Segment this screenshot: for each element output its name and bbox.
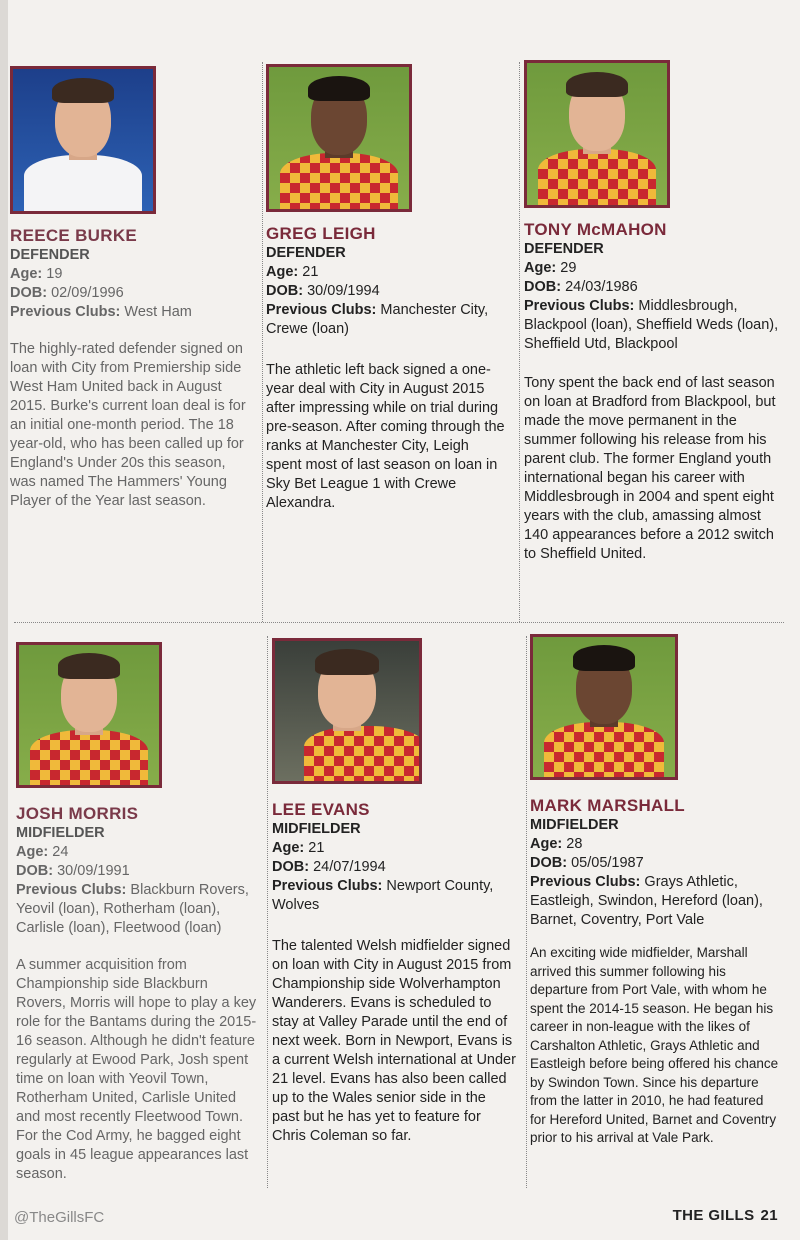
player-card xyxy=(266,64,508,513)
player-card xyxy=(272,638,516,1146)
player-dob: DOB: 24/03/1986 xyxy=(524,279,638,295)
player-name: JOSH MORRIS xyxy=(16,804,139,823)
footer-magazine xyxy=(673,1207,778,1224)
player-age: Age: 29 xyxy=(524,260,577,276)
player-previous-clubs: Previous Clubs: West Ham xyxy=(10,304,192,320)
player-age: Age: 21 xyxy=(272,840,325,856)
player-photo xyxy=(524,60,670,208)
row-divider xyxy=(14,622,784,623)
player-bio: The athletic left back signed a one-year deal with City in August 2015 after impressing while on trial during pre-season. After coming through the ranks at Manchester City, Leigh spent most of last season on loan in Sky Bet League 1 with Crewe Alexandra. xyxy=(266,362,505,511)
page-edge xyxy=(0,0,8,1240)
player-name: LEE EVANS xyxy=(272,800,370,819)
player-card xyxy=(530,634,782,1148)
player-bio: Tony spent the back end of last season on loan at Bradford from Blackpool, but made the move permanent in the summer following his release from his parent club. The former England youth international began his career with Middlesbrough in 2004 and spent eight years with the club, amassing almost 140 appearances before a 2012 switch to Sheffield United. xyxy=(524,375,776,562)
player-name: TONY McMAHON xyxy=(524,220,667,239)
player-card xyxy=(16,642,260,1184)
column-divider xyxy=(519,62,520,622)
player-photo xyxy=(266,64,412,212)
player-dob: DOB: 02/09/1996 xyxy=(10,285,124,301)
page-number: 21 xyxy=(760,1207,778,1224)
player-photo xyxy=(530,634,678,780)
player-bio: A summer acquisition from Championship side Blackburn Rovers, Morris will hope to play a key role for the Bantams during the 2015-16 season. Although he didn't feature regularly at Ewood Park, Josh spent time on loan with Yeovil Town, Rotherham United, Carlisle United and most recently Fleetwood Town. For the Cod Army, he bagged eight goals in 45 league appearances last season. xyxy=(16,957,257,1182)
player-position: MIDFIELDER xyxy=(16,825,105,841)
player-dob: DOB: 30/09/1991 xyxy=(16,863,130,879)
player-card xyxy=(10,66,250,511)
player-bio: An exciting wide midfielder, Marshall arrived this summer following his departure from Port Vale, with whom he spent the 2014-15 season. He began his career in non-league with the likes of Carshalton Athletic, Grays Athletic and Eastleigh before being offered his chance by Swindon Town. Since his departure from the latter in 2010, he had featured for Hereford United, Barnet and Coventry prior to his arrival at Vale Park. xyxy=(530,945,779,1145)
player-age: Age: 19 xyxy=(10,266,63,282)
player-age: Age: 24 xyxy=(16,844,69,860)
column-divider xyxy=(262,62,263,622)
column-divider xyxy=(267,636,268,1188)
player-position: DEFENDER xyxy=(524,241,604,257)
player-position: DEFENDER xyxy=(266,245,346,261)
player-previous-clubs: Previous Clubs: Manchester City, Crewe (loan) xyxy=(266,302,489,337)
player-previous-clubs: Previous Clubs: Middlesbrough, Blackpool (loan), Sheffield Weds (loan), Sheffield Utd, Blackpool xyxy=(524,298,779,352)
player-position: MIDFIELDER xyxy=(530,817,619,833)
player-name: GREG LEIGH xyxy=(266,224,376,243)
player-dob: DOB: 05/05/1987 xyxy=(530,855,644,871)
player-photo xyxy=(16,642,162,788)
player-dob: DOB: 30/09/1994 xyxy=(266,283,380,299)
player-photo xyxy=(10,66,156,214)
player-photo xyxy=(272,638,422,784)
footer-social-handle: @TheGillsFC xyxy=(14,1209,105,1226)
column-divider xyxy=(526,636,527,1188)
player-previous-clubs: Previous Clubs: Grays Athletic, Eastleigh, Swindon, Hereford (loan), Barnet, Coventry, Port Vale xyxy=(530,874,763,928)
magazine-title: THE GILLS xyxy=(672,1207,755,1224)
player-dob: DOB: 24/07/1994 xyxy=(272,859,386,875)
player-position: DEFENDER xyxy=(10,247,90,263)
player-position: MIDFIELDER xyxy=(272,821,361,837)
player-age: Age: 28 xyxy=(530,836,583,852)
player-name: REECE BURKE xyxy=(10,226,138,245)
player-previous-clubs: Previous Clubs: Newport County, Wolves xyxy=(272,878,494,913)
player-name: MARK MARSHALL xyxy=(530,796,685,815)
player-previous-clubs: Previous Clubs: Blackburn Rovers, Yeovil (loan), Rotherham (loan), Carlisle (loan), Fleetwood (loan) xyxy=(16,882,249,936)
player-card xyxy=(524,60,780,564)
player-age: Age: 21 xyxy=(266,264,319,280)
player-bio: The talented Welsh midfielder signed on loan with City in August 2015 from Championship side Wolverhampton Wanderers. Evans is scheduled to stay at Valley Parade until the end of next week. Born in Newport, Evans is a current Welsh international at Under 21 level. Evans has also been called up to the Wales senior side in the past but he has yet to feature for Chris Coleman so far. xyxy=(272,938,516,1144)
player-bio: The highly-rated defender signed on loan with City from Premiership side West Ham United back in August 2015. Burke's current loan deal is for an initial one-month period. The 18 year-old, who has been called up for England's Under 20s this season, was named The Hammers' Young Player of the Year last season. xyxy=(10,341,246,509)
